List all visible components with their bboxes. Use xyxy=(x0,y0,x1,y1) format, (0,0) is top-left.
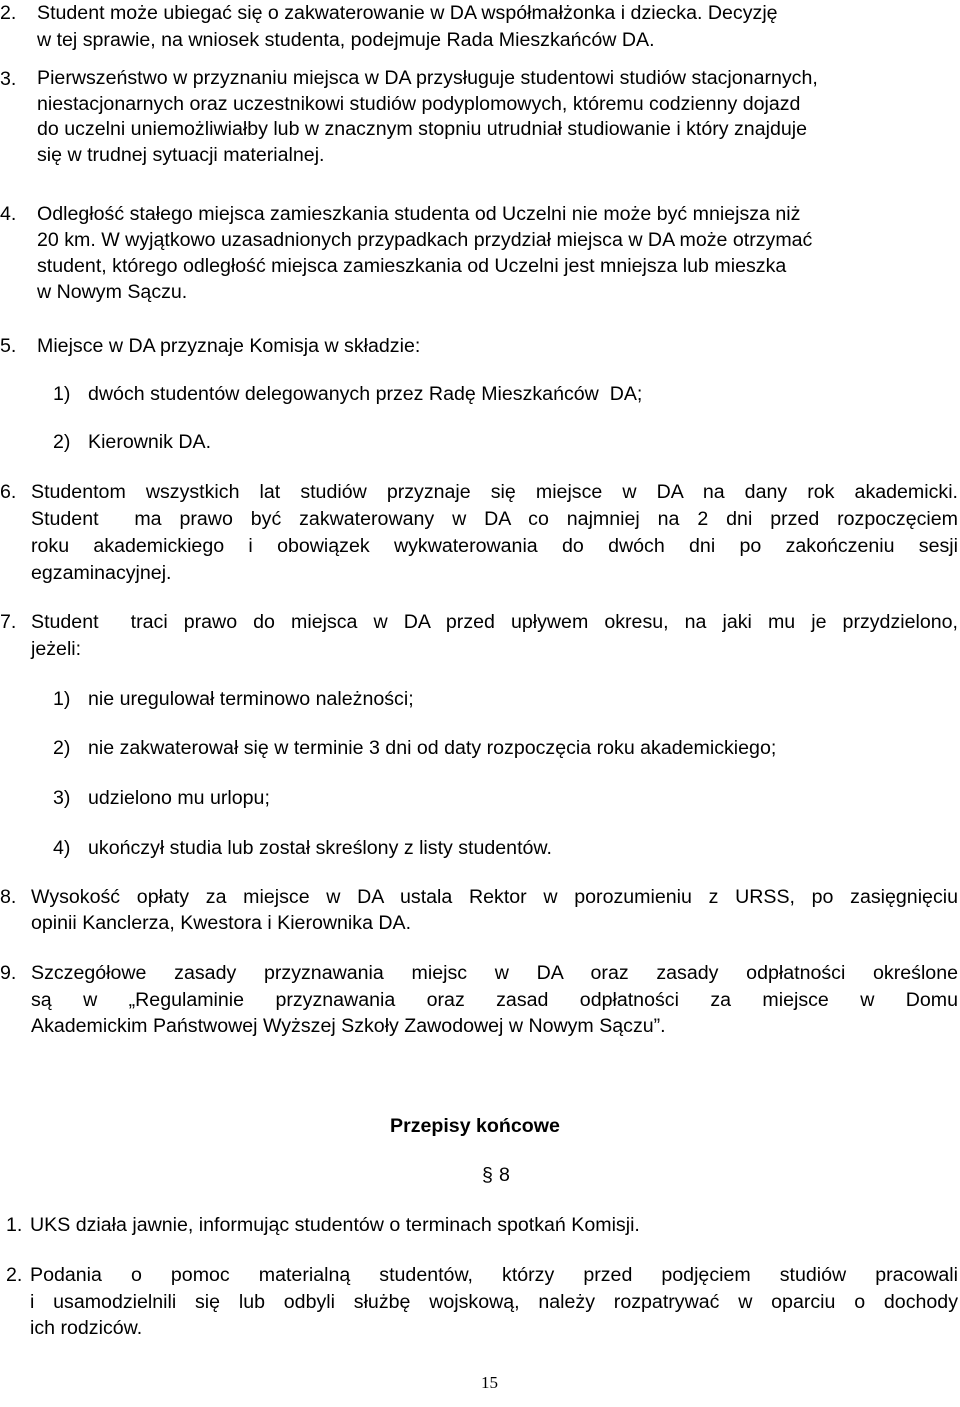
section-heading: Przepisy końcowe xyxy=(390,1115,560,1137)
text-line: UKS działa jawnie, informując studentów o terminach spotkań Komisji. xyxy=(30,1214,640,1236)
text-line: do uczelni uniemożliwiałby lub w znacznym stopniu utrudniał studiowanie i który znajduje xyxy=(37,118,808,140)
point-number: 1. xyxy=(6,1214,23,1236)
text-line: Akademickim Państwowej Wyższej Szkoły Zawodowej w Nowym Sączu”. xyxy=(31,1015,666,1037)
text-line: Miejsce w DA przyznaje Komisja w składzie: xyxy=(37,335,421,357)
text-line: student, którego odległość miejsca zamieszkania od Uczelni jest mniejsza lub mieszka xyxy=(37,255,787,277)
item-text: ukończył studia lub został skreślony z listy studentów. xyxy=(88,837,552,859)
point-number: 2. xyxy=(0,2,17,24)
text-line: i usamodzielnili się lub odbyli służbę wojskową, należy rozpatrywać w oparciu o dochody xyxy=(30,1290,958,1313)
item-text: Kierownik DA. xyxy=(88,431,212,453)
text-line: Student może ubiegać się o zakwaterowanie w DA współmałżonka i dziecka. Decyzję xyxy=(37,2,778,24)
point-number: 9. xyxy=(0,962,17,984)
paragraph-sign: § xyxy=(482,1164,493,1186)
text-line: Odległość stałego miejsca zamieszkania studenta od Uczelni nie może być mniejsza niż xyxy=(37,203,801,225)
commission-item xyxy=(53,429,212,455)
text-line: Student traci prawo do miejsca w DA przed upływem okresu, na jaki mu je przydzielono, xyxy=(31,611,958,633)
text-line: roku akademickiego i obowiązek wykwaterowania do dwóch dni po zakończeniu sesji xyxy=(31,535,958,557)
text-line: się w trudnej sytuacji materialnej. xyxy=(37,143,325,166)
text-line: Student ma prawo być zakwaterowany w DA co najmniej na 2 dni przed rozpoczęciem xyxy=(31,508,958,530)
item-text: nie zakwaterował się w terminie 3 dni od daty rozpoczęcia roku akademickiego; xyxy=(88,737,777,759)
commission-item xyxy=(53,381,643,407)
text-line: Podania o pomoc materialną studentów, którzy przed podjęciem studiów pracowali xyxy=(30,1264,958,1286)
loss-item xyxy=(53,785,270,811)
item-number: 4) xyxy=(53,837,71,859)
text-line: ich rodziców. xyxy=(30,1317,143,1339)
item-text: dwóch studentów delegowanych przez Radę Mieszkańców DA; xyxy=(88,383,643,405)
text-line: Szczegółowe zasady przyznawania miejsc w DA oraz zasady odpłatności określone xyxy=(31,962,958,984)
text-line: w tej sprawie, na wniosek studenta, podejmuje Rada Mieszkańców DA. xyxy=(37,28,655,51)
text-line: Studentom wszystkich lat studiów przyznaje się miejsce w DA na dany rok akademicki. xyxy=(31,481,958,503)
paragraph-marker xyxy=(482,1162,510,1188)
text-line: jeżeli: xyxy=(31,638,82,660)
point-number: 5. xyxy=(0,335,17,357)
loss-item xyxy=(53,686,414,712)
page-number: 15 xyxy=(481,1373,498,1392)
paragraph-number: 8 xyxy=(499,1164,510,1186)
text-line: są w „Regulaminie przyznawania oraz zasad odpłatności za miejsce w Domu xyxy=(31,988,958,1011)
item-number: 2) xyxy=(53,737,71,759)
item-number: 2) xyxy=(53,431,71,453)
point-number: 6. xyxy=(0,481,17,503)
point-number: 3. xyxy=(0,68,17,90)
text-line: 20 km. W wyjątkowo uzasadnionych przypadkach przydział miejsca w DA może otrzymać xyxy=(37,229,813,251)
item-text: nie uregulował terminowo należności; xyxy=(88,688,414,710)
text-line: w Nowym Sączu. xyxy=(37,281,188,303)
text-line: niestacjonarnych oraz uczestnikowi studiów podyplomowych, któremu codzienny dojazd xyxy=(37,92,801,115)
point-number: 7. xyxy=(0,611,17,633)
item-number: 1) xyxy=(53,688,71,710)
text-line: egzaminacyjnej. xyxy=(31,562,172,584)
text-line: Pierwszeństwo w przyznaniu miejsca w DA przysługuje studentowi studiów stacjonarnych, xyxy=(37,67,818,89)
text-line: opinii Kanclerza, Kwestora i Kierownika DA. xyxy=(31,912,412,934)
item-text: udzielono mu urlopu; xyxy=(88,787,270,809)
point-number: 4. xyxy=(0,203,17,225)
text-line: Wysokość opłaty za miejsce w DA ustala Rektor w porozumieniu z URSS, po zasięgnięciu xyxy=(31,886,958,908)
item-number: 3) xyxy=(53,787,71,809)
point-number: 2. xyxy=(6,1264,23,1286)
loss-item xyxy=(53,735,777,761)
point-number: 8. xyxy=(0,886,17,908)
loss-item xyxy=(53,835,552,861)
item-number: 1) xyxy=(53,383,71,405)
